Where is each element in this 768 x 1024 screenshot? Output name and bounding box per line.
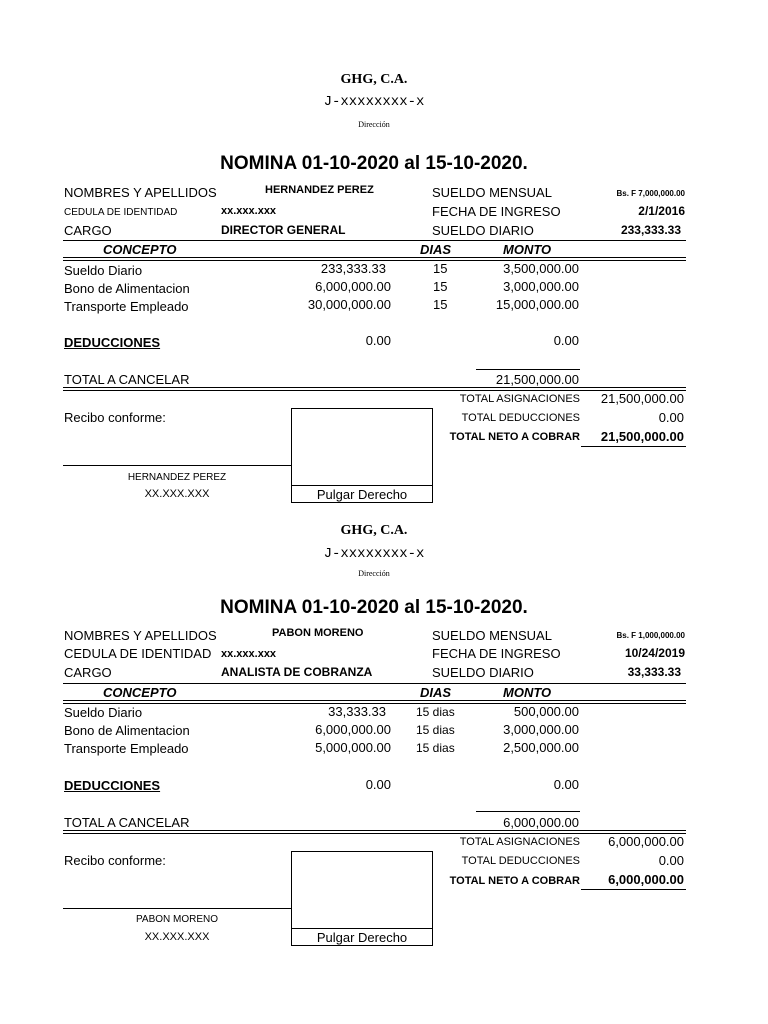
fecha-ingreso-value: 10/24/2019: [624, 646, 685, 660]
label-names: NOMBRES Y APELLIDOS: [64, 185, 217, 200]
concepto-valor: 233,333.33: [320, 261, 386, 276]
header-rule: [63, 240, 686, 241]
label-total-asignaciones: TOTAL ASIGNACIONES: [459, 836, 580, 848]
label-fecha-ingreso: FECHA DE INGRESO: [432, 646, 561, 661]
label-sueldo-mensual: SUELDO MENSUAL: [432, 628, 552, 643]
deducciones-valor: 0.00: [365, 333, 391, 348]
label-total-asignaciones: TOTAL ASIGNACIONES: [459, 393, 580, 405]
col-concepto: CONCEPTO: [103, 685, 177, 700]
thumbprint-label-rule: [291, 928, 433, 929]
concepto-monto: 2,500,000.00: [503, 740, 579, 755]
concepto-valor: 6,000,000.00: [315, 722, 391, 737]
col-concepto: CONCEPTO: [103, 242, 177, 257]
payslip-record-2: [0, 444, 768, 945]
label-total-deducciones: TOTAL DEDUCCIONES: [461, 855, 580, 867]
label-pulgar: Pulgar Derecho: [316, 487, 408, 502]
employee-cedula: xx.xxx.xxx: [221, 648, 277, 660]
concepto-dias: 15 dias: [416, 741, 455, 755]
label-recibo: Recibo conforme:: [64, 410, 166, 425]
company-rif: J-xxxxxxxx-x: [323, 94, 425, 110]
col-monto: MONTO: [503, 242, 552, 257]
total-cancelar-value: 6,000,000.00: [503, 815, 579, 830]
concepto-monto: 15,000,000.00: [495, 297, 579, 312]
concepto-dias: 15: [433, 261, 448, 276]
label-total-neto: TOTAL NETO A COBRAR: [449, 431, 580, 443]
deducciones-monto: 0.00: [553, 333, 579, 348]
employee-name: HERNANDEZ PEREZ: [265, 184, 374, 196]
employee-cedula: xx.xxx.xxx: [221, 205, 277, 217]
company-address: Dirección: [358, 569, 390, 578]
payroll-title: NOMINA 01-10-2020 al 15-10-2020.: [220, 153, 528, 174]
total-neto-value: 21,500,000.00: [600, 429, 684, 444]
concepto-name: Bono de Alimentacion: [64, 723, 190, 738]
sueldo-mensual-value: Bs. F 1,000,000.00: [616, 631, 685, 640]
col-monto: MONTO: [503, 685, 552, 700]
concepto-dias: 15 dias: [416, 723, 455, 737]
employee-cargo: DIRECTOR GENERAL: [221, 223, 346, 237]
totals-double-rule: [63, 830, 686, 834]
label-sueldo-diario: SUELDO DIARIO: [432, 223, 534, 238]
label-sueldo-diario: SUELDO DIARIO: [432, 665, 534, 680]
label-total-cancelar: TOTAL A CANCELAR: [64, 372, 190, 387]
label-cargo: CARGO: [64, 665, 112, 680]
concepto-monto: 500,000.00: [513, 704, 579, 719]
fecha-ingreso-value: 2/1/2016: [638, 204, 685, 218]
sueldo-mensual-value: Bs. F 7,000,000.00: [616, 189, 685, 198]
total-neto-underline: [581, 889, 686, 890]
totals-double-rule: [63, 387, 686, 391]
signature-cedula: XX.XXX.XXX: [144, 931, 210, 943]
label-names: NOMBRES Y APELLIDOS: [64, 628, 217, 643]
concepto-valor: 5,000,000.00: [315, 740, 391, 755]
col-dias: DIAS: [420, 242, 452, 257]
concepto-monto: 3,500,000.00: [503, 261, 579, 276]
label-cargo: CARGO: [64, 223, 112, 238]
total-deducciones-value: 0.00: [658, 410, 684, 425]
company-rif: J-xxxxxxxx-x: [323, 546, 425, 562]
concepto-name: Sueldo Diario: [64, 705, 143, 720]
label-cedula: CEDULA DE IDENTIDAD: [64, 646, 212, 661]
label-sueldo-mensual: SUELDO MENSUAL: [432, 185, 552, 200]
concepto-valor: 30,000,000.00: [307, 297, 391, 312]
header-rule: [63, 683, 686, 684]
total-line: [476, 369, 580, 370]
signature-name: PABON MORENO: [135, 914, 219, 925]
label-total-cancelar: TOTAL A CANCELAR: [64, 815, 190, 830]
label-fecha-ingreso: FECHA DE INGRESO: [432, 204, 561, 219]
payslip-record-1: [0, 0, 768, 502]
concepto-monto: 3,000,000.00: [503, 722, 579, 737]
concepto-monto: 3,000,000.00: [503, 279, 579, 294]
concepto-name: Sueldo Diario: [64, 263, 143, 278]
col-dias: DIAS: [420, 685, 452, 700]
label-pulgar: Pulgar Derecho: [316, 930, 408, 945]
label-recibo: Recibo conforme:: [64, 853, 166, 868]
concepto-dias: 15 dias: [416, 705, 455, 719]
label-deducciones: DEDUCCIONES: [64, 778, 161, 793]
payroll-title: NOMINA 01-10-2020 al 15-10-2020.: [220, 597, 528, 618]
sueldo-diario-value: 233,333.33: [620, 223, 681, 237]
company-name: GHG, C.A.: [340, 523, 408, 538]
signature-cedula: XX.XXX.XXX: [144, 488, 210, 500]
concepto-dias: 15: [433, 297, 448, 312]
sueldo-diario-value: 33,333.33: [627, 665, 681, 679]
company-name: GHG, C.A.: [340, 72, 408, 87]
concepto-name: Bono de Alimentacion: [64, 281, 190, 296]
concepto-valor: 6,000,000.00: [315, 279, 391, 294]
concepto-valor: 33,333.33: [328, 704, 386, 719]
employee-name: PABON MORENO: [272, 627, 364, 639]
total-neto-value: 6,000,000.00: [608, 872, 684, 887]
total-cancelar-value: 21,500,000.00: [495, 372, 579, 387]
label-deducciones: DEDUCCIONES: [64, 335, 161, 350]
concepto-name: Transporte Empleado: [64, 741, 189, 756]
concepto-dias: 15: [433, 279, 448, 294]
deducciones-valor: 0.00: [365, 777, 391, 792]
total-asignaciones-value: 21,500,000.00: [600, 391, 684, 406]
signature-line: [63, 908, 291, 909]
signature-name: HERNANDEZ PEREZ: [127, 472, 227, 483]
employee-cargo: ANALISTA DE COBRANZA: [221, 665, 373, 679]
concepto-name: Transporte Empleado: [64, 299, 189, 314]
deducciones-monto: 0.00: [553, 777, 579, 792]
total-asignaciones-value: 6,000,000.00: [608, 834, 684, 849]
total-line: [476, 811, 580, 812]
label-total-neto: TOTAL NETO A COBRAR: [449, 875, 580, 887]
label-cedula: CEDULA DE IDENTIDAD: [64, 207, 178, 218]
company-address: Dirección: [358, 120, 390, 129]
label-total-deducciones: TOTAL DEDUCCIONES: [461, 412, 580, 424]
total-deducciones-value: 0.00: [658, 853, 684, 868]
